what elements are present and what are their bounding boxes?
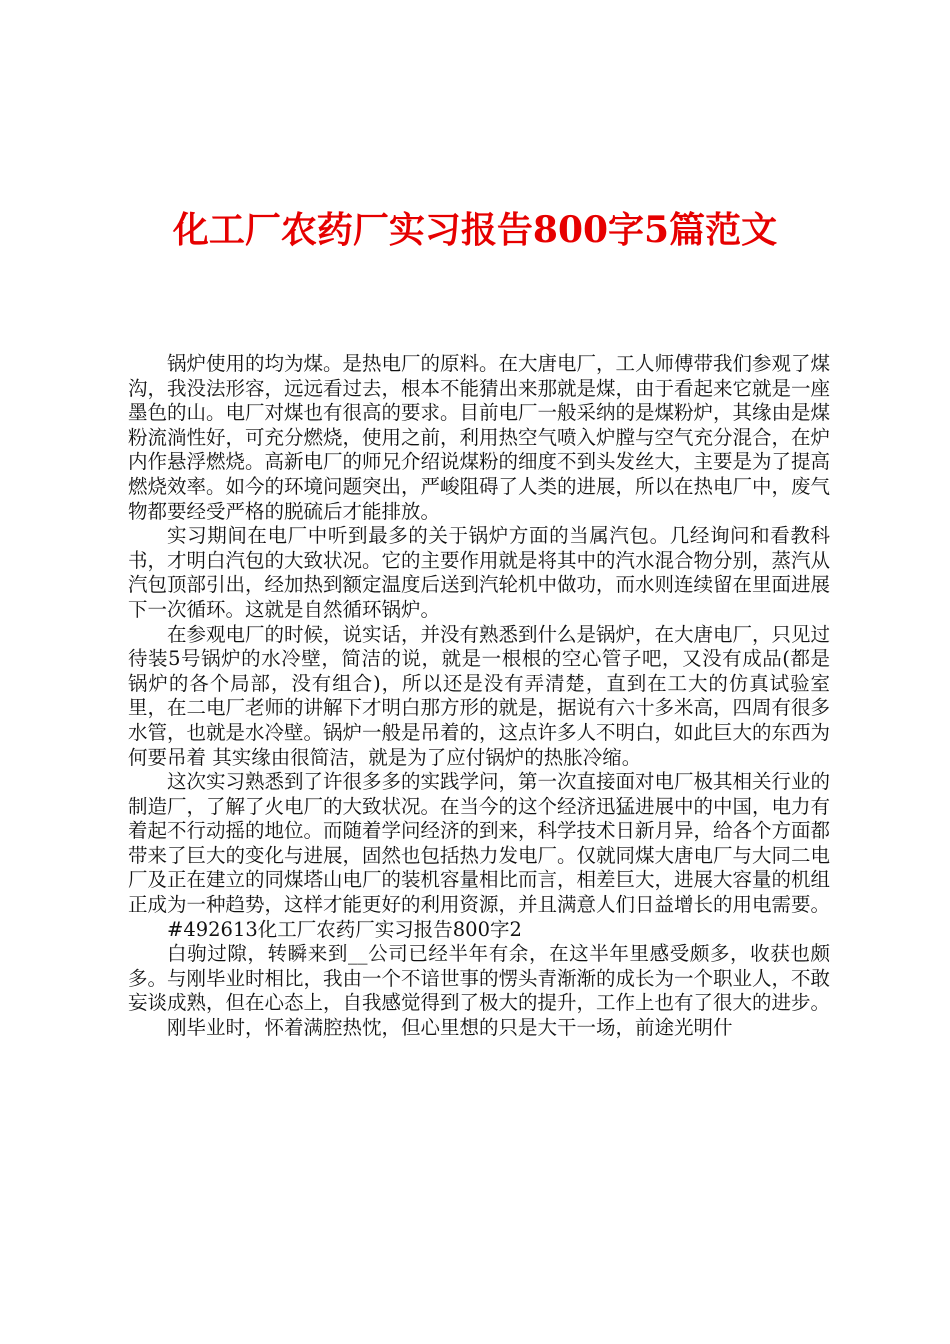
section-heading: #492613化工厂农药厂实习报告800字2 <box>167 917 522 941</box>
paragraph: 实习期间在电厂中听到最多的关于锅炉方面的当属汽包。几经询问和看教科书，才明白汽包的大致状况。它的主要作用就是将其中的汽水混合物分别，蒸汽从汽包顶部引出，经加热到额定温度后送到汽轮机中做功，而水则连续留在里面进展下一次循环。这就是自然循环锅炉。 <box>128 524 831 621</box>
document-title: 化工厂农药厂实习报告800字5篇范文 <box>172 209 778 251</box>
document-body <box>128 352 830 1041</box>
paragraph: 刚毕业时，怀着满腔热忱，但心里想的只是大干一场，前途光明什 <box>167 1016 733 1040</box>
paragraph: 这次实习熟悉到了许很多多的实践学问，第一次直接面对电厂极其相关行业的制造厂，了解了火电厂的大致状况。在当今的这个经济迅猛进展中的中国，电力有着起不行动摇的地位。而随着学问经济的到来，科学技术日新月异，给各个方面都带来了巨大的变化与进展，固然也包括热力发电厂。仅就同煤大唐电厂与大同二电厂及正在建立的同煤塔山电厂的装机容量相比而言，相差巨大，进展大容量的机组正成为一种趋势，这样才能更好的利用资源，并且满意人们日益增长的用电需要。 <box>128 770 831 917</box>
paragraph: 白驹过隙，转瞬来到__公司已经半年有余，在这半年里感受颇多，收获也颇多。与刚毕业时相比，我由一个不谙世事的愣头青渐渐的成长为一个职业人，不敢妄谈成熟，但在心态上，自我感觉得到了极大的提升，工作上也有了很大的进步。 <box>128 942 831 1015</box>
paragraph: 锅炉使用的均为煤。是热电厂的原料。在大唐电厂，工人师傅带我们参观了煤沟，我没法形容，远远看过去，根本不能猜出来那就是煤，由于看起来它就是一座墨色的山。电厂对煤也有很高的要求。目前电厂一般采纳的是煤粉炉，其缘由是煤粉流淌性好，可充分燃烧，使用之前，利用热空气喷入炉膛与空气充分混合，在炉内作悬浮燃烧。高新电厂的师兄介绍说煤粉的细度不到头发丝大，主要是为了提高燃烧效率。如今的环境问题突出，严峻阻碍了人类的进展，所以在热电厂中，废气物都要经受严格的脱硫后才能排放。 <box>128 352 831 523</box>
paragraph: 在参观电厂的时候，说实话，并没有熟悉到什么是锅炉，在大唐电厂，只见过待装5号锅炉的水冷壁，简洁的说，就是一根根的空心管子吧，又没有成品(都是锅炉的各个局部，没有组合)，所以还是没有弄清楚，直到在工大的仿真试验室里，在二电厂老师的讲解下才明白那方形的就是，据说有六十多米高，四周有很多水管，也就是水冷壁。锅炉一般是吊着的，这点许多人不明白，如此巨大的东西为何要吊着 其实缘由很简洁，就是为了应付锅炉的热胀冷缩。 <box>128 622 831 769</box>
